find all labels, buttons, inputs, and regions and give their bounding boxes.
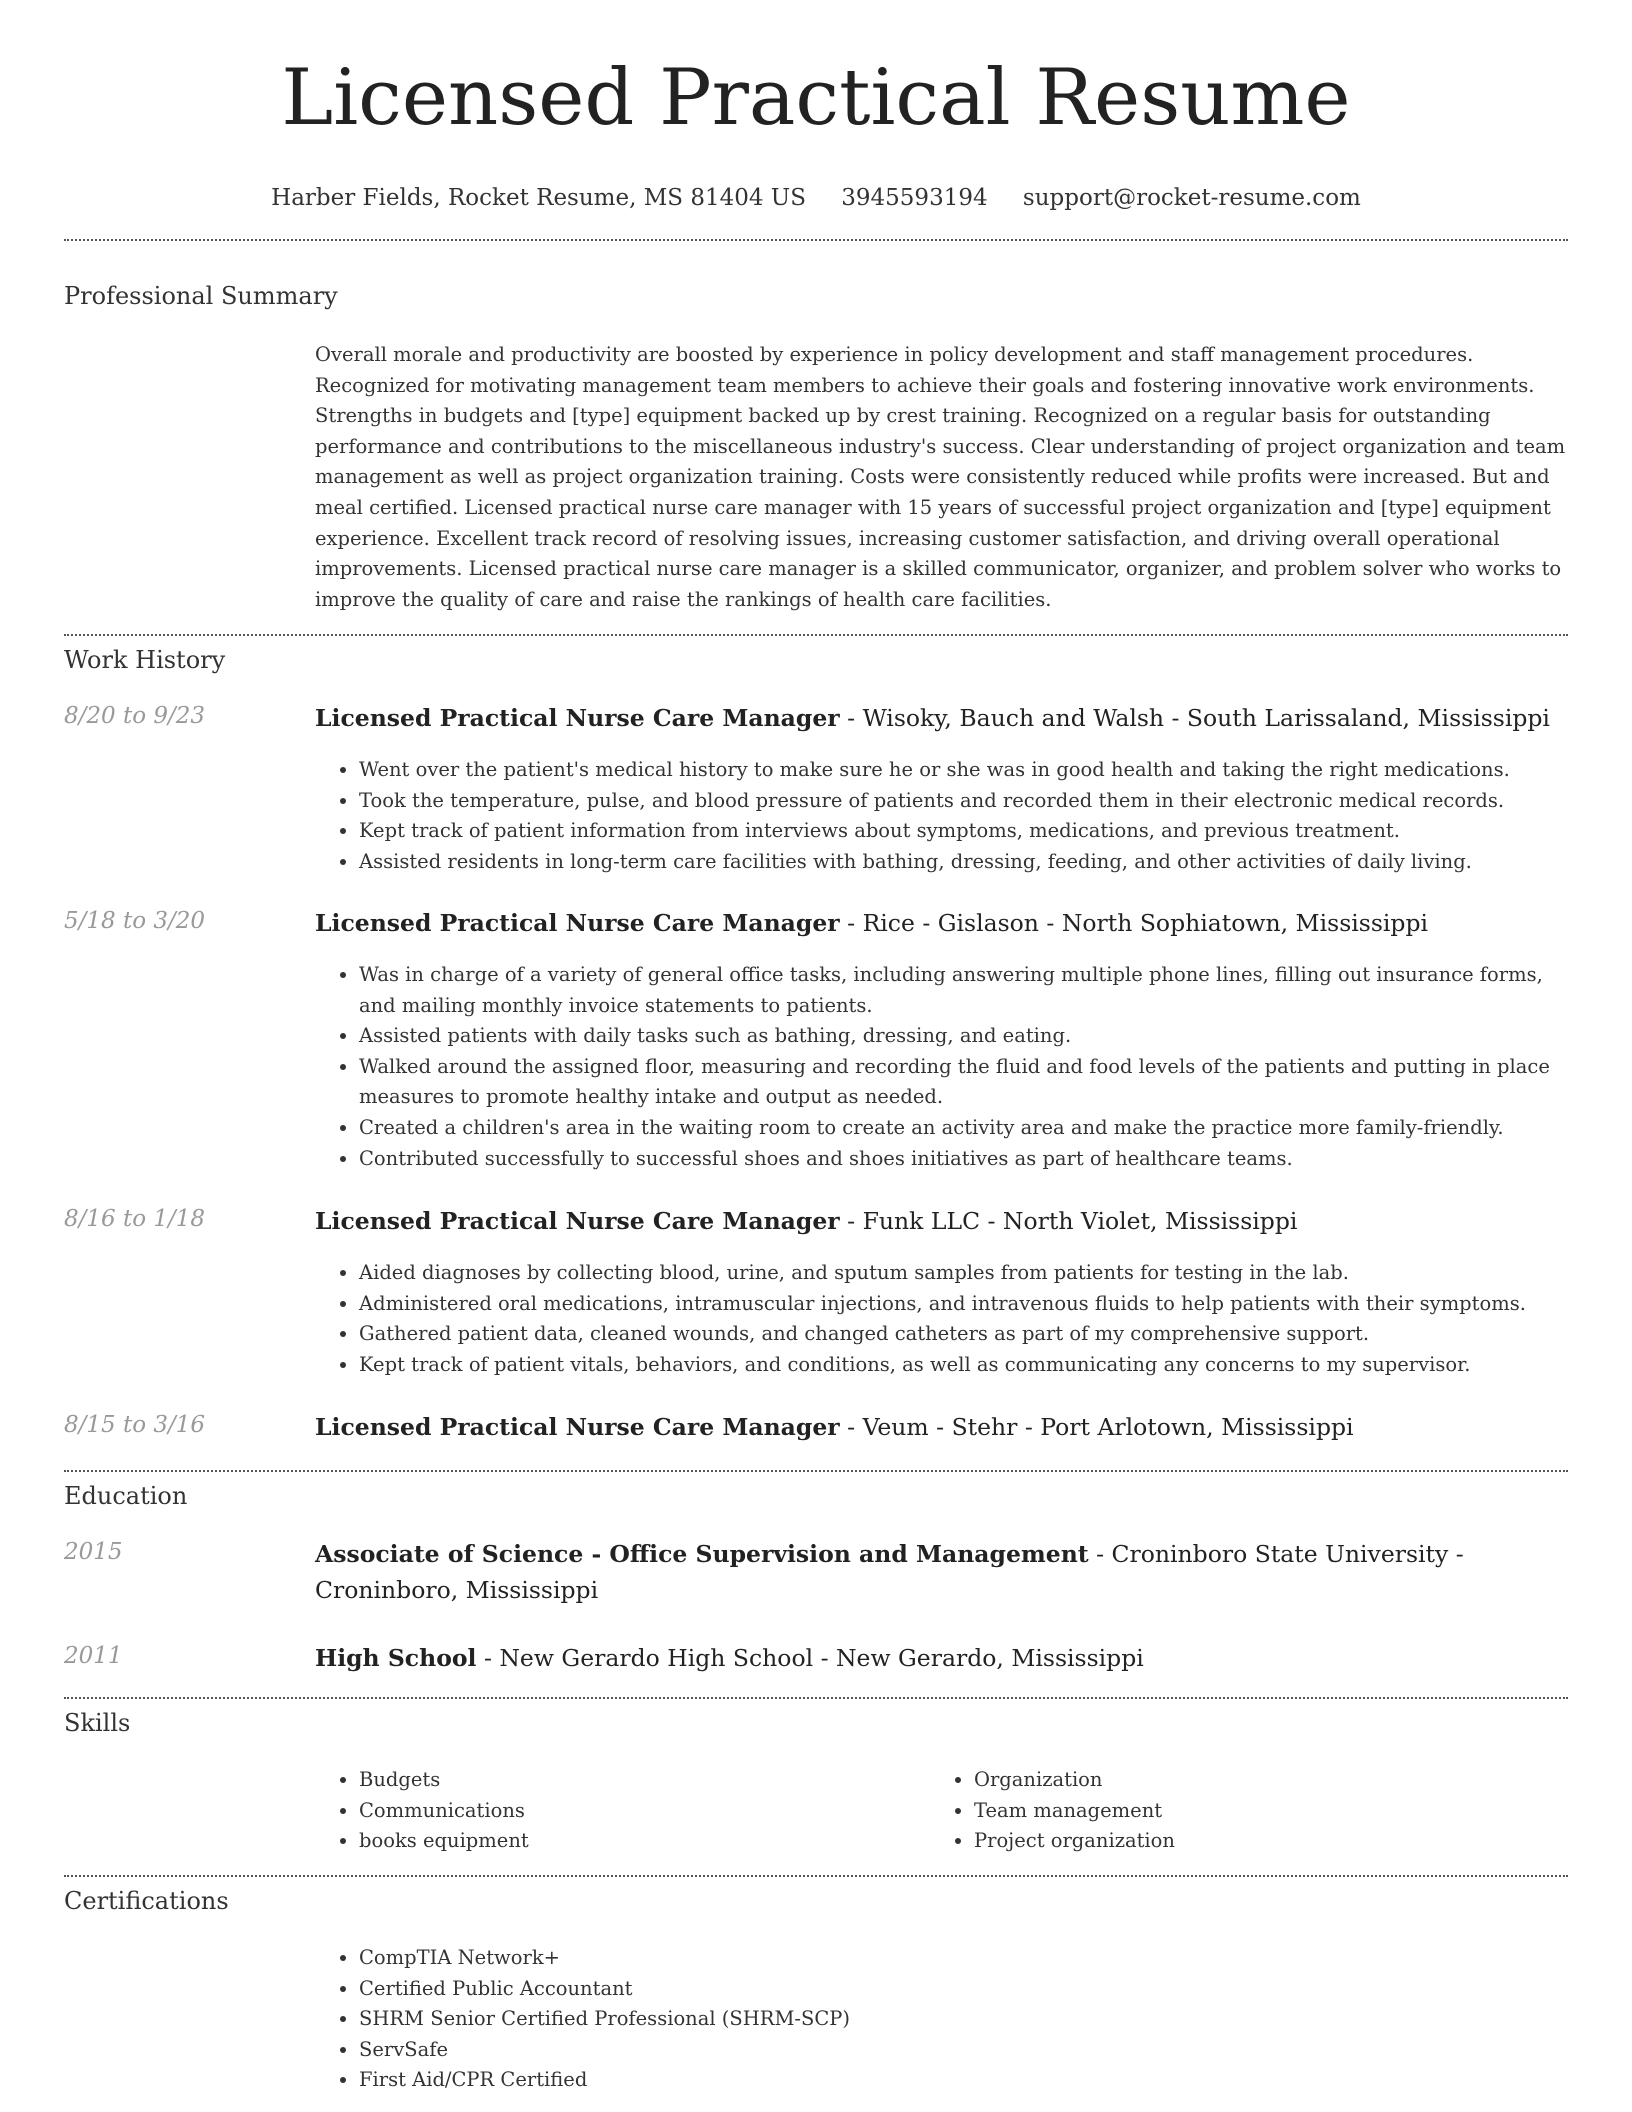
list-item: • Project organization: [974, 1826, 1530, 1857]
job-dates: 8/16 to 1/18: [64, 1206, 206, 1232]
job-dates: 5/18 to 3/20: [64, 908, 206, 934]
job-employer: - Funk LLC - North Violet, Mississippi: [839, 1207, 1298, 1235]
section-heading-skills: Skills: [64, 1709, 131, 1737]
skills-column-1: [315, 1765, 915, 1857]
job-role: Licensed Practical Nurse Care Manager: [315, 1413, 840, 1441]
divider: [64, 239, 1568, 241]
list-item: • Kept track of patient information from interviews about symptoms, medications, and previous treatment.: [359, 816, 1568, 847]
list-item: • Gathered patient data, cleaned wounds, and changed catheters as part of my comprehensive support.: [359, 1319, 1568, 1350]
contact-address: Harber Fields, Rocket Resume, MS 81404 US: [271, 185, 806, 211]
job-employer: - Veum - Stehr - Port Arlotown, Mississippi: [839, 1413, 1354, 1441]
job-title: [315, 1409, 1568, 1445]
divider: [64, 1875, 1568, 1877]
resume-page: [64, 0, 1568, 2092]
education-degree: Associate of Science - Office Supervision and Management: [315, 1540, 1089, 1568]
summary-text: Overall morale and productivity are boosted by experience in policy development and staff management procedures. Recognized for motivating management team members to achieve their goals and fostering innovative work environments. Strengths in budgets and [type] equipment backed up by crest training. Recognized on a regular basis for outstanding performance and contributions to the miscellaneous industry's success. Clear understanding of project organization and team management as well as project organization training. Costs were consistently reduced while profits were increased. But and meal certified. Licensed practical nurse care manager with 15 years of successful project organization and [type] equipment experience. Excellent track record of resolving issues, increasing customer satisfaction, and driving overall operational improvements. Licensed practical nurse care manager is a skilled communicator, organizer, and problem solver who works to improve the quality of care and raise the rankings of health care facilities.: [315, 343, 1566, 611]
divider: [64, 634, 1568, 636]
job-role: Licensed Practical Nurse Care Manager: [315, 1207, 840, 1235]
education-year: 2011: [64, 1643, 123, 1669]
list-item: • First Aid/CPR Certified: [359, 2065, 1568, 2096]
list-item: • Administered oral medications, intramuscular injections, and intravenous fluids to help patients with their symptoms.: [359, 1289, 1568, 1320]
list-item: • Aided diagnoses by collecting blood, urine, and sputum samples from patients for testing in the lab.: [359, 1258, 1568, 1289]
list-item: • Went over the patient's medical history to make sure he or she was in good health and taking the right medications.: [359, 755, 1568, 786]
skills-column-2: [930, 1765, 1530, 1857]
divider: [64, 1697, 1568, 1699]
education-school: - Croninboro State University - Croninboro, Mississippi: [315, 1540, 1464, 1604]
section-heading-education: Education: [64, 1482, 188, 1510]
education-year: 2015: [64, 1539, 123, 1565]
summary-block: [315, 340, 1568, 615]
list-item: • SHRM Senior Certified Professional (SHRM-SCP): [359, 2004, 1568, 2035]
section-heading-work: Work History: [64, 646, 226, 674]
job-dates: 8/15 to 3/16: [64, 1412, 206, 1438]
list-item: • Organization: [974, 1765, 1530, 1796]
education-school: - New Gerardo High School - New Gerardo, Mississippi: [476, 1644, 1144, 1672]
job-title: [315, 1203, 1568, 1239]
list-item: • Walked around the assigned floor, measuring and recording the fluid and food levels of the patients and putting in place measures to promote healthy intake and output as needed.: [359, 1052, 1568, 1113]
job-bullets: [315, 1258, 1568, 1380]
list-item: • Was in charge of a variety of general office tasks, including answering multiple phone lines, filling out insurance forms, and mailing monthly invoice statements to patients.: [359, 960, 1568, 1021]
contact-email: support@rocket-resume.com: [1022, 185, 1361, 211]
job-bullets: [315, 960, 1568, 1174]
list-item: • Took the temperature, pulse, and blood pressure of patients and recorded them in their electronic medical records.: [359, 786, 1568, 817]
job-role: Licensed Practical Nurse Care Manager: [315, 909, 840, 937]
education-entry: [315, 1640, 1568, 1676]
list-item: • Certified Public Accountant: [359, 1974, 1568, 2005]
job-dates: 8/20 to 9/23: [64, 703, 206, 729]
certifications-list: [315, 1943, 1568, 2096]
education-degree: High School: [315, 1644, 477, 1672]
section-heading-summary: Professional Summary: [64, 282, 338, 310]
list-item: • CompTIA Network+: [359, 1943, 1568, 1974]
resume-title: Licensed Practical Resume: [281, 53, 1351, 143]
job-title: [315, 700, 1568, 736]
job-role: Licensed Practical Nurse Care Manager: [315, 704, 840, 732]
job-employer: - Wisoky, Bauch and Walsh - South Larissaland, Mississippi: [839, 704, 1550, 732]
contact-line: [64, 180, 1568, 216]
contact-phone: 3945593194: [841, 185, 988, 211]
list-item: • Created a children's area in the waiting room to create an activity area and make the practice more family-friendly.: [359, 1113, 1568, 1144]
list-item: • Budgets: [359, 1765, 915, 1796]
section-heading-certifications: Certifications: [64, 1887, 229, 1915]
list-item: • Assisted patients with daily tasks such as bathing, dressing, and eating.: [359, 1021, 1568, 1052]
list-item: • Assisted residents in long-term care facilities with bathing, dressing, feeding, and other activities of daily living.: [359, 847, 1568, 878]
list-item: • Communications: [359, 1796, 915, 1827]
list-item: • Kept track of patient vitals, behaviors, and conditions, as well as communicating any concerns to my supervisor.: [359, 1350, 1568, 1381]
list-item: • books equipment: [359, 1826, 915, 1857]
list-item: • Team management: [974, 1796, 1530, 1827]
job-bullets: [315, 755, 1568, 877]
list-item: • Contributed successfully to successful shoes and shoes initiatives as part of healthcare teams.: [359, 1144, 1568, 1175]
list-item: • ServSafe: [359, 2035, 1568, 2066]
job-employer: - Rice - Gislason - North Sophiatown, Mississippi: [839, 909, 1429, 937]
job-title: [315, 905, 1568, 941]
education-entry: [315, 1536, 1568, 1608]
divider: [64, 1470, 1568, 1472]
